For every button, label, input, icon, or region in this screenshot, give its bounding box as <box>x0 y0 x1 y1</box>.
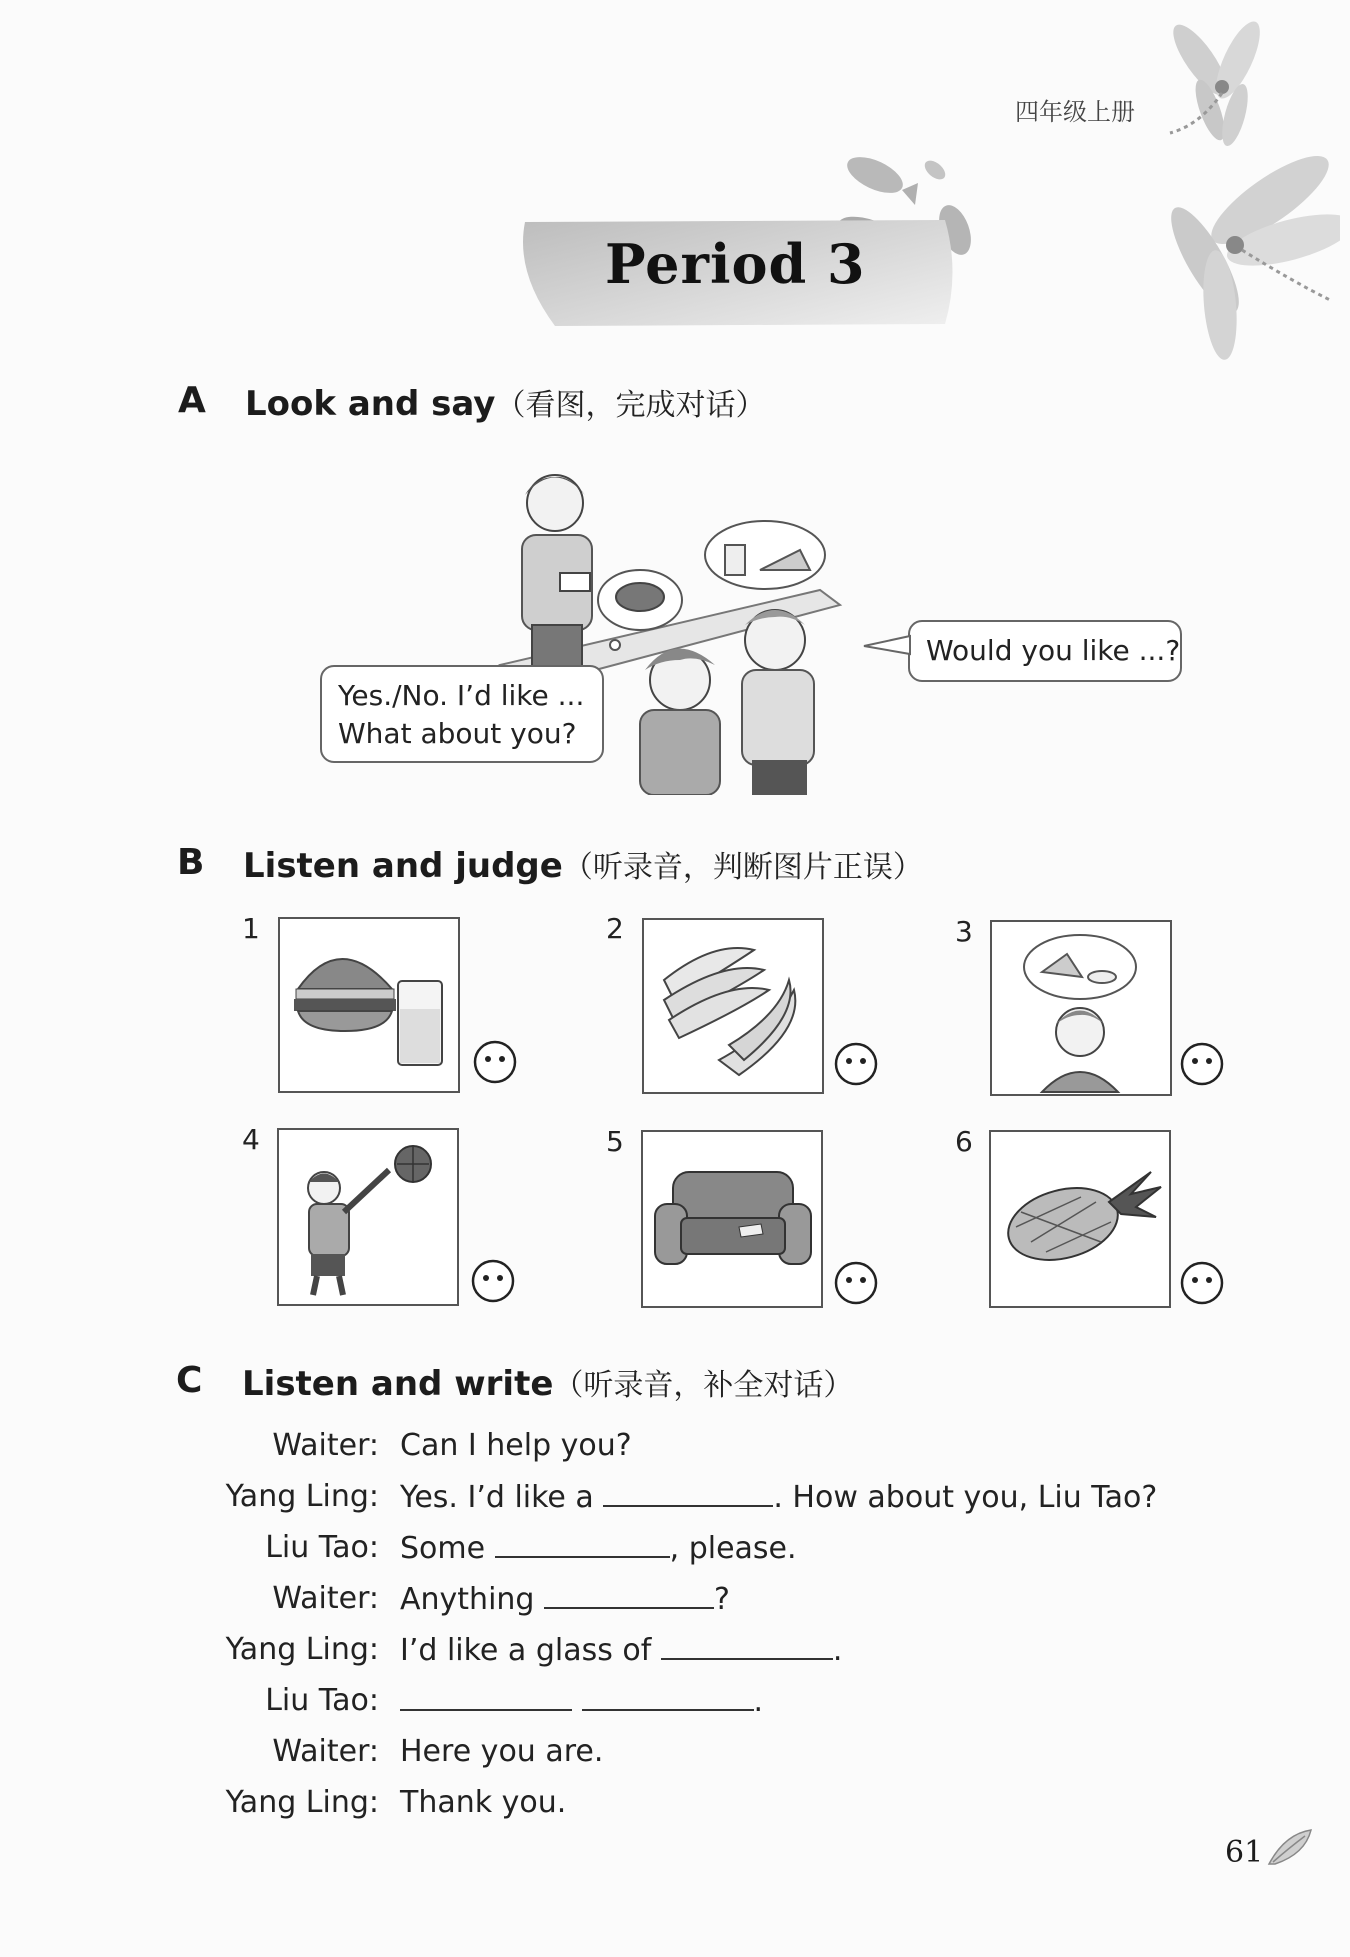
speech-bubble-right-text: Would you like ...? <box>926 634 1181 667</box>
answer-blank[interactable] <box>400 1683 572 1711</box>
answer-blank[interactable] <box>603 1479 773 1507</box>
dialogue-speaker: Waiter: <box>272 1428 379 1463</box>
dialogue-text: Thank you. <box>400 1785 567 1820</box>
item-number: 6 <box>955 1125 973 1158</box>
smiley-face-judge-1[interactable] <box>473 1040 517 1084</box>
picture-frame-boy-thinking <box>990 920 1172 1096</box>
item-number: 4 <box>242 1123 260 1156</box>
dialogue-text: Can I help you? <box>400 1428 632 1463</box>
speech-bubble-left-line1: Yes./No. I’d like ... <box>338 679 585 712</box>
section-b-heading <box>243 842 923 886</box>
picture-frame-hamburger <box>278 917 460 1093</box>
dialogue-text: . <box>753 1684 764 1719</box>
answer-blank[interactable] <box>544 1581 714 1609</box>
basketball-player-icon <box>279 1130 457 1304</box>
dialogue-line <box>0 1785 1350 1835</box>
smiley-face-judge-3[interactable] <box>1180 1042 1224 1086</box>
dialogue-line <box>0 1530 1350 1580</box>
dialogue-line <box>0 1479 1350 1529</box>
dialogue-speaker: Yang Ling: <box>225 1479 379 1514</box>
section-b-instruction: （听录音，判断图片正误） <box>562 850 923 885</box>
smiley-face-judge-2[interactable] <box>834 1042 878 1086</box>
dialogue-text: ? <box>714 1582 730 1617</box>
picture-frame-basketball <box>277 1128 459 1306</box>
dialogue-speaker: Yang Ling: <box>225 1632 379 1667</box>
answer-blank[interactable] <box>661 1632 833 1660</box>
dialogue-text: . <box>832 1633 843 1668</box>
dialogue-text: I’d like a glass of <box>400 1633 661 1668</box>
dialogue-text <box>572 1684 582 1719</box>
dialogue-text: , please. <box>669 1531 797 1566</box>
dialogue-line <box>0 1683 1350 1733</box>
speech-bubble-right <box>908 620 1182 682</box>
section-a-letter: A <box>178 380 206 421</box>
dialogue-speaker: Yang Ling: <box>225 1785 379 1820</box>
speech-bubble-right-tail <box>862 632 912 658</box>
picture-frame-sofa <box>641 1130 823 1308</box>
section-c-letter: C <box>176 1360 203 1401</box>
section-b-letter: B <box>177 842 205 883</box>
picture-frame-pineapple <box>989 1130 1171 1308</box>
sofa-icon <box>643 1132 821 1306</box>
dialogue-line <box>0 1581 1350 1631</box>
smiley-face-judge-4[interactable] <box>471 1259 515 1303</box>
pineapple-icon <box>991 1132 1169 1306</box>
dialogue-text: Anything <box>400 1582 544 1617</box>
dialogue-speaker: Liu Tao: <box>265 1683 379 1718</box>
hamburger-juice-icon <box>280 919 458 1091</box>
grade-label: 四年级上册 <box>1015 98 1135 126</box>
dialogue-text: Here you are. <box>400 1734 604 1769</box>
picture-frame-bananas <box>642 918 824 1094</box>
dialogue-speaker: Waiter: <box>272 1734 379 1769</box>
page-number: 61 <box>1225 1835 1264 1870</box>
dialogue-text: Yes. I’d like a <box>400 1480 604 1515</box>
section-c-instruction: （听录音，补全对话） <box>553 1368 854 1403</box>
leaf-icon <box>1265 1828 1315 1868</box>
dragonfly-decoration-right <box>1150 150 1340 360</box>
dialogue-text: . How about you, Liu Tao? <box>773 1480 1158 1515</box>
section-a-heading <box>245 380 765 424</box>
dialogue-speaker: Waiter: <box>272 1581 379 1616</box>
dialogue-speaker: Liu Tao: <box>265 1530 379 1565</box>
dialogue-line <box>0 1734 1350 1784</box>
item-number: 5 <box>606 1125 624 1158</box>
bananas-icon <box>644 920 822 1092</box>
dialogue-line <box>0 1632 1350 1682</box>
item-number: 2 <box>606 912 624 945</box>
section-a-title: Look and say <box>245 384 496 424</box>
section-c-heading <box>242 1360 853 1404</box>
speech-bubble-left <box>320 665 604 763</box>
dragonfly-decoration-top <box>1160 15 1270 155</box>
answer-blank[interactable] <box>495 1530 670 1558</box>
boy-thinking-icon <box>992 922 1170 1094</box>
answer-blank[interactable] <box>582 1683 754 1711</box>
speech-bubble-left-line2: What about you? <box>338 717 577 750</box>
section-b-title: Listen and judge <box>243 846 563 886</box>
dialogue-line <box>0 1428 1350 1478</box>
item-number: 1 <box>242 912 260 945</box>
page-title: Period 3 <box>605 232 866 296</box>
dialogue-text: Some <box>400 1531 495 1566</box>
smiley-face-judge-6[interactable] <box>1180 1261 1224 1305</box>
item-number: 3 <box>955 915 973 948</box>
section-c-title: Listen and write <box>242 1364 554 1404</box>
section-a-instruction: （看图，完成对话） <box>495 388 766 423</box>
smiley-face-judge-5[interactable] <box>834 1261 878 1305</box>
